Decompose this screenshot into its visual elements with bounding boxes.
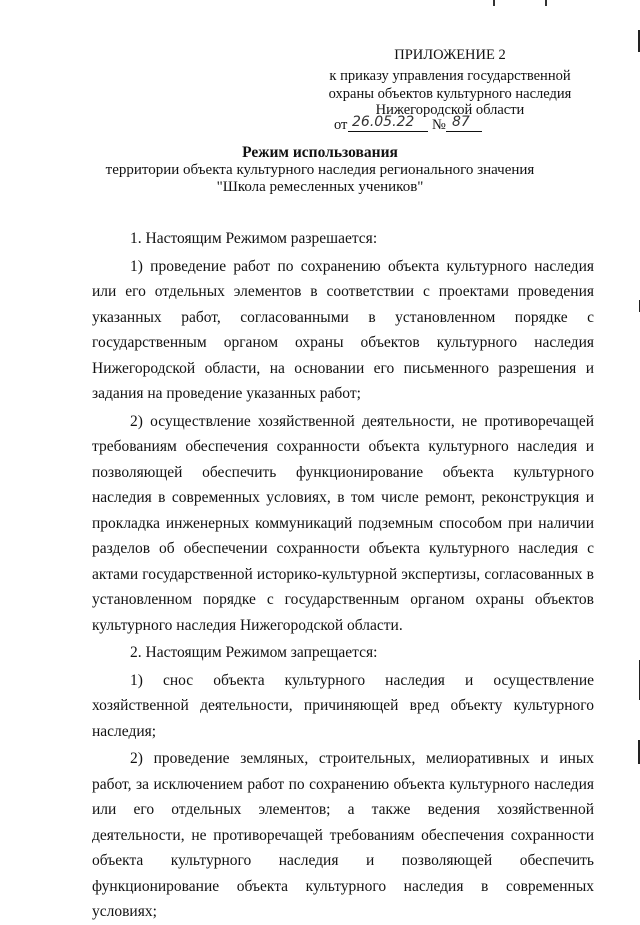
- document-subtitle: "Школа ремесленных учеников": [216, 179, 424, 195]
- document-title: Режим использования: [242, 144, 398, 161]
- date-underline: [348, 131, 428, 132]
- annex-line: к приказу управления государственной: [329, 68, 571, 84]
- paragraph: 1) проведение работ по сохранению объекта культурного наследия или его отдельных элементов в соответствии с проектами проведения указанных работ, согласованными в установленном порядке с государственным органом охраны объектов культурного наследия Нижегородской области, на основании его письменного разрешения и задания на проведение указанных работ;: [92, 257, 594, 402]
- document-body: [92, 226, 594, 925]
- date-value: 26.05.22: [352, 114, 415, 130]
- annex-line: Нижегородской области: [375, 102, 525, 118]
- section-heading: 1. Настоящим Режимом разрешается:: [130, 230, 378, 247]
- paragraph: 2) проведение земляных, строительных, мелиоративных и иных работ, за исключением работ по сохранению объекта культурного наследия или его отдельных элементов; а также ведения хозяйственной деятельности, не противоречащей требованиям обеспечения сохранности объекта культурного наследия и позволяющей обеспечить функционирование объекта культурного наследия в современных условиях;: [92, 750, 594, 920]
- number-prefix: №: [432, 117, 446, 133]
- section-heading: 2. Настоящим Режимом запрещается:: [130, 644, 378, 661]
- annex-line: охраны объектов культурного наследия: [328, 86, 572, 102]
- scan-mark: [493, 0, 495, 6]
- date-prefix: от: [334, 117, 348, 133]
- document-subtitle: территории объекта культурного наследия регионального значения: [105, 162, 535, 178]
- number-underline: [446, 131, 482, 132]
- scan-mark: [545, 0, 547, 6]
- paragraph: 2) осуществление хозяйственной деятельности, не противоречащей требованиям обеспечения сохранности объекта культурного наследия и позволяющей обеспечить функционирование объекта культурного наследия в современных условиях, в том числе ремонт, реконструкция и прокладка инженерных коммуникаций подземным способом при наличии разделов об обеспечении сохранности объекта культурного наследия с актами государственной историко-культурной экспертизы, согласованных в установленном порядке с государственным органом охраны объектов культурного наследия Нижегородской области.: [92, 412, 594, 634]
- paragraph: 1) снос объекта культурного наследия и осуществление хозяйственной деятельности, причиняющей вред объекту культурного наследия;: [92, 671, 594, 740]
- annex-title: ПРИЛОЖЕНИЕ 2: [394, 47, 506, 63]
- number-value: 87: [452, 114, 470, 130]
